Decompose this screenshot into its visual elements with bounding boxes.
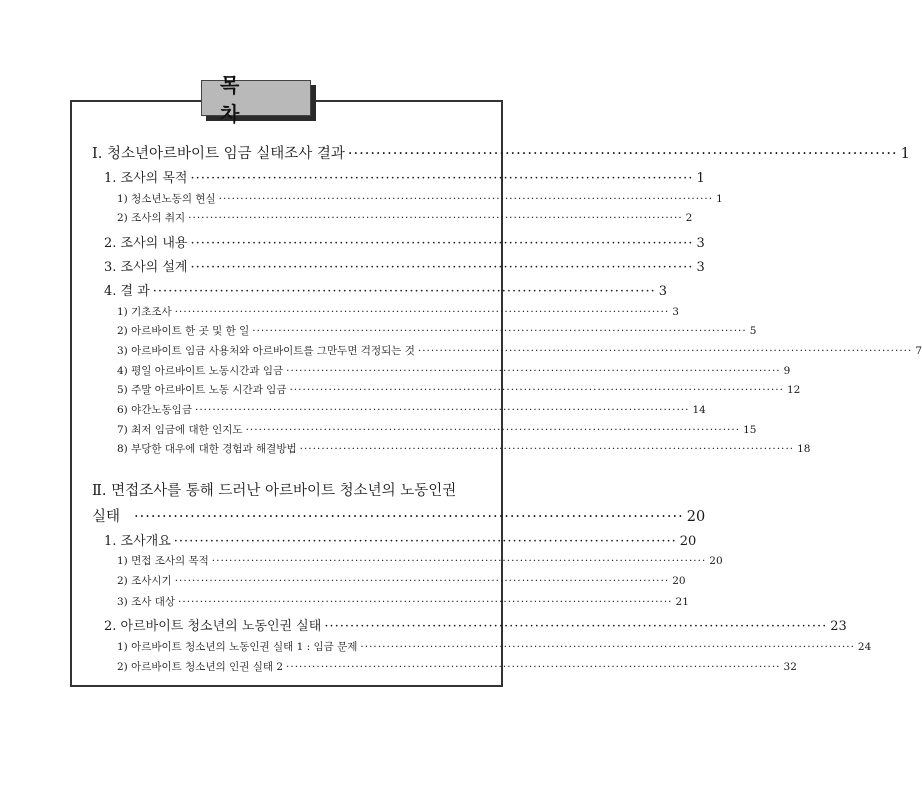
- toc-entry-2-1-1[interactable]: [117, 553, 723, 568]
- toc-entry-1-4-6[interactable]: [117, 402, 706, 417]
- toc-leader-dots: ··················································································································: [286, 661, 781, 673]
- toc-leader-dots: ··································································································: [152, 284, 656, 299]
- toc-entry-1-1-2[interactable]: [117, 210, 693, 225]
- toc-entry-1-3[interactable]: [104, 256, 705, 275]
- toc-leader-dots: ··················································································································: [174, 306, 670, 318]
- toc-entry-2-1-2[interactable]: [117, 573, 686, 588]
- toc-entry-2-2[interactable]: [104, 615, 847, 634]
- toc-entry-label: 1) 아르바이트 청소년의 노동인권 실태 1 : 임금 문제: [117, 641, 358, 653]
- toc-entry-label: 1) 기초조사: [117, 306, 172, 318]
- toc-entry-label: 4) 평일 아르바이트 노동시간과 임금: [117, 365, 284, 377]
- toc-entry-label: 2) 조사의 취지: [117, 212, 186, 224]
- toc-leader-dots: ··································································································: [173, 534, 677, 549]
- toc-page-number: 20: [672, 575, 686, 587]
- toc-leader-dots: ··················································································································: [174, 575, 670, 587]
- toc-entry-label: 1. 조사개요: [104, 534, 171, 549]
- toc-entry-1-4-2[interactable]: [117, 323, 757, 338]
- toc-leader-dots: ··································································································: [190, 260, 694, 275]
- toc-leader-dots: ··················································································································: [289, 384, 784, 396]
- toc-leader-dots: ··································································································: [347, 146, 898, 162]
- toc-entry-label: 3) 아르바이트 임금 사용처와 아르바이트를 그만두면 걱정되는 것: [117, 345, 415, 357]
- toc-page-number: 20: [686, 509, 706, 525]
- toc-page-number: 32: [783, 661, 797, 673]
- toc-leader-dots: ··································································································: [190, 236, 694, 251]
- toc-page-number: 3: [672, 306, 679, 318]
- toc-leader-dots: ··················································································································: [286, 365, 781, 377]
- toc-page-number: 2: [685, 212, 693, 224]
- toc-leader-dots: ··················································································································: [360, 641, 855, 653]
- toc-entry-label: 1) 면접 조사의 목적: [117, 555, 209, 567]
- toc-page-number: 15: [743, 424, 757, 436]
- toc-page-number: 1: [716, 193, 723, 205]
- toc-leader-dots: ··································································································: [324, 619, 828, 634]
- toc-leader-dots: ··················································································································: [299, 443, 795, 455]
- toc-leader-dots: ··································································································: [134, 509, 684, 525]
- toc-entry-1-1[interactable]: [104, 167, 705, 186]
- toc-page-number: 12: [786, 384, 801, 396]
- toc-page-number: 21: [675, 596, 689, 608]
- toc-entry-1-4-8[interactable]: [117, 441, 811, 456]
- toc-page-number: 14: [692, 404, 706, 416]
- toc-entry-label: 실태: [92, 509, 121, 525]
- toc-entry-section-1[interactable]: [92, 142, 910, 163]
- toc-entry-1-4[interactable]: [104, 280, 668, 299]
- toc-entry-label: Ⅱ. 면접조사를 통해 드러난 아르바이트 청소년의 노동인권: [92, 483, 457, 499]
- toc-leader-dots: ··················································································································: [178, 596, 673, 608]
- toc-entry-section-2-cont[interactable]: [92, 505, 706, 526]
- toc-page-number: 18: [797, 443, 811, 455]
- toc-entry-label: 5) 주말 아르바이트 노동 시간과 임금: [117, 384, 287, 396]
- toc-entry-1-4-7[interactable]: [117, 422, 757, 437]
- toc-leader-dots: ··················································································································: [188, 212, 683, 224]
- toc-page-number: 20: [679, 534, 697, 549]
- toc-entry-label: 3) 조사 대상: [117, 596, 176, 608]
- toc-page-number: 5: [749, 325, 757, 337]
- toc-entry-label: 1) 청소년노동의 현실: [117, 193, 216, 205]
- toc-entry-label: 1. 조사의 목적: [104, 171, 188, 186]
- toc-entry-1-1-1[interactable]: [117, 191, 723, 206]
- toc-entry-1-4-4[interactable]: [117, 363, 791, 378]
- toc-entry-label: Ⅰ. 청소년아르바이트 임금 실태조사 결과: [92, 146, 345, 162]
- toc-entry-2-2-2[interactable]: [117, 659, 797, 674]
- toc-entry-1-4-1[interactable]: [117, 304, 679, 319]
- toc-page-number: 20: [709, 555, 723, 567]
- toc-entry-1-4-3[interactable]: [117, 343, 922, 358]
- toc-entry-label: 8) 부당한 대우에 대한 경험과 해결방법: [117, 443, 297, 455]
- toc-leader-dots: ··················································································································: [211, 555, 707, 567]
- toc-page-number: 23: [830, 619, 847, 634]
- toc-page-number: 1: [900, 146, 910, 162]
- toc-entry-2-1[interactable]: [104, 530, 697, 549]
- toc-entry-label: 2) 조사시기: [117, 575, 172, 587]
- toc-entry-2-1-3[interactable]: [117, 594, 689, 609]
- toc-leader-dots: ··················································································································: [218, 193, 714, 205]
- toc-entry-section-2[interactable]: [92, 479, 456, 500]
- toc-entry-1-2[interactable]: [104, 232, 705, 251]
- toc-leader-dots: ··················································································································: [245, 424, 741, 436]
- toc-entry-label: 6) 야간노동임금: [117, 404, 192, 416]
- toc-entry-label: 2. 조사의 내용: [104, 236, 188, 251]
- toc-leader-dots: ··················································································································: [417, 345, 913, 357]
- toc-entry-label: 4. 결 과: [104, 284, 150, 299]
- toc-leader-dots: ··················································································································: [252, 325, 747, 337]
- toc-entry-label: 3. 조사의 설계: [104, 260, 188, 275]
- toc-page-number: 3: [658, 284, 668, 299]
- toc-entry-label: 2) 아르바이트 한 곳 및 한 일: [117, 325, 250, 337]
- toc-page-number: 3: [696, 236, 705, 251]
- toc-leader-dots: ··················································································································: [194, 404, 690, 416]
- toc-page-number: 24: [857, 641, 872, 653]
- toc-page-number: 9: [783, 365, 791, 377]
- toc-entry-1-4-5[interactable]: [117, 382, 801, 397]
- toc-leader-dots: ··································································································: [190, 171, 694, 186]
- toc-entry-label: 2. 아르바이트 청소년의 노동인권 실태: [104, 619, 322, 634]
- toc-entry-label: 7) 최저 임금에 대한 인지도: [117, 424, 243, 436]
- toc-title-box: [201, 73, 311, 126]
- toc-page-number: 1: [696, 171, 705, 186]
- toc-title: 목 차: [220, 73, 258, 126]
- toc-page-number: 3: [696, 260, 705, 275]
- toc-entry-label: 2) 아르바이트 청소년의 인권 실태 2: [117, 661, 284, 673]
- toc-page-number: 7: [915, 345, 922, 357]
- toc-entry-2-2-1[interactable]: [117, 639, 872, 654]
